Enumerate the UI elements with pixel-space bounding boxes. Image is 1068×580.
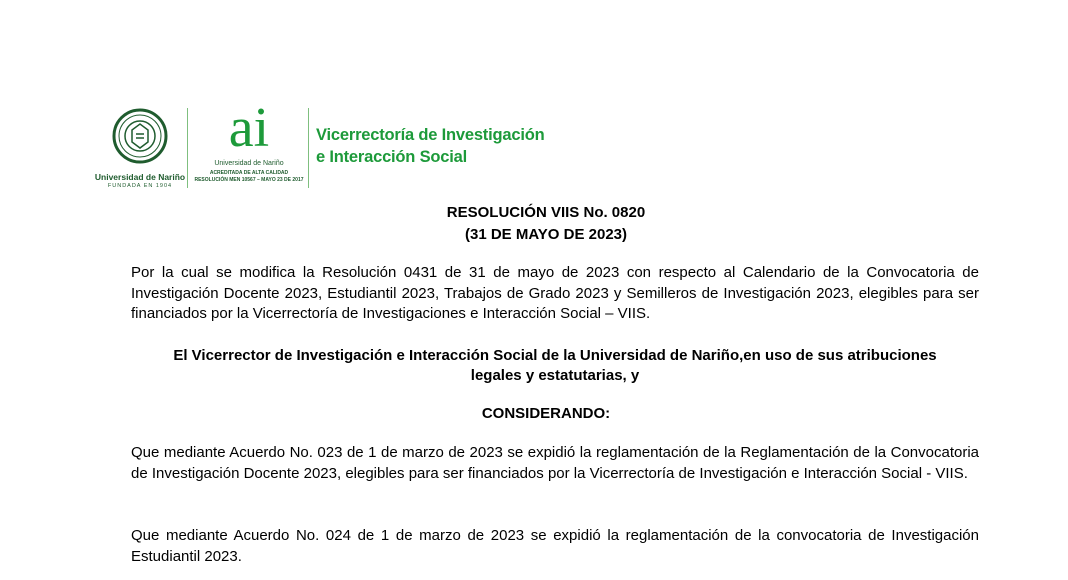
ai-logo-university: Universidad de Nariño [214,160,284,167]
vicerrectoria-title-line1: Vicerrectoría de Investigación [316,126,545,144]
vicerrectoria-title [316,124,544,168]
university-seal-icon [112,106,168,170]
resolution-number: RESOLUCIÓN VIIS No. 0820 [446,204,646,221]
ai-logo-resolution: RESOLUCIÓN MEN 10567 – MAYO 23 DE 2017 [194,177,304,183]
header-divider [308,108,309,188]
seal-founded-text: FUNDADA EN 1904 [107,183,173,189]
resolution-summary: Por la cual se modifica la Resolución 0431 de 31 de mayo de 2023 con respecto al Calendario de la Convocatoria de Investigación Docente 2023, Estudiantil 2023, Trabajos de Grado 2023 y Semilleros de Investigación 2023, elegibles para ser financiados por la Vicerrectoría de Investigaciones e Interacción Social – VIIS. [131,264,979,322]
vicerrectoria-title-line2: e Interacción Social [316,148,467,166]
seal-university-name: Universidad de Nariño [94,172,186,182]
accreditation-logo [193,97,305,194]
header-divider [187,108,188,188]
university-seal [94,106,186,196]
ai-logo-mark: ai [228,97,270,159]
letterhead [94,97,600,190]
considerando-paragraph: Que mediante Acuerdo No. 023 de 1 de marzo de 2023 se expidió la reglamentación de la Reglamentación de la Convocatoria de Investigación Docente 2023, elegibles para ser financiados por la Vicerrectoría de Investigación e Interacción Social - VIIS. [131,444,979,482]
considerando-paragraph: Que mediante Acuerdo No. 024 de 1 de marzo de 2023 se expidió la reglamentación de la convocatoria de Investigación Estudiantil 2023. [131,527,979,565]
authority-statement: El Vicerrector de Investigación e Interacción Social de la Universidad de Nariño,en uso de sus atribuciones legales y estatutarias, y [173,347,937,384]
considerando-heading: CONSIDERANDO: [481,405,611,422]
resolution-date: (31 DE MAYO DE 2023) [464,226,627,243]
ai-logo-accreditation: ACREDITADA DE ALTA CALIDAD [209,170,289,176]
